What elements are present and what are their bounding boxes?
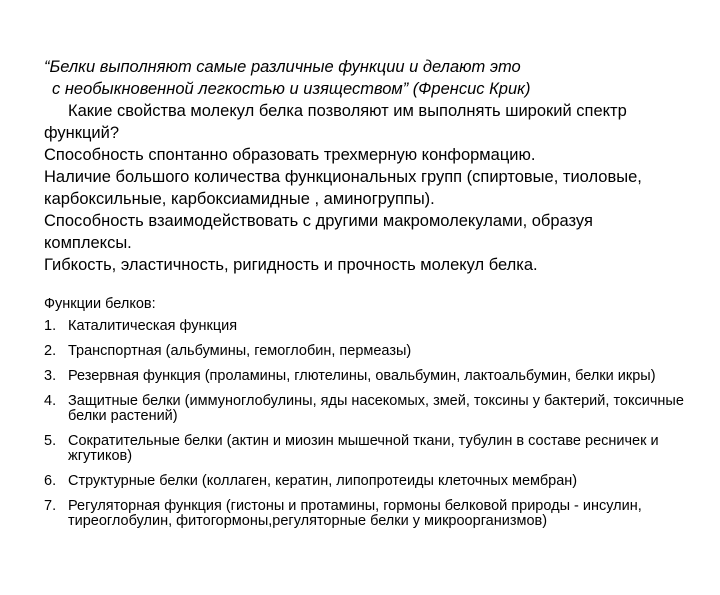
list-item-number: 3. xyxy=(44,368,57,384)
functions-title: Функции белков: xyxy=(44,296,156,312)
list-item xyxy=(44,434,716,464)
list-item-number: 1. xyxy=(44,318,57,334)
list-item-number: 5. xyxy=(44,433,57,449)
functions-list xyxy=(44,319,716,529)
list-item xyxy=(44,394,716,424)
quote-line-2: с необыкновенной легкостью и изяществом” (Френсис Крик) xyxy=(52,80,531,98)
answer-interaction: Способность взаимодействовать с другими макромолекулами, образуя комплексы. xyxy=(44,212,593,252)
answer-flexibility: Гибкость, эластичность, ригидность и прочность молекул белка. xyxy=(44,256,538,274)
list-item-text: Резервная функция (проламины, глютелины, овальбумин, лактоальбумин, белки икры) xyxy=(68,368,656,384)
list-item-text: Защитные белки (иммуноглобулины, яды насекомых, змей, токсины у бактерий, токсичные белки растений) xyxy=(68,393,684,424)
list-item xyxy=(44,344,716,359)
list-item-number: 2. xyxy=(44,343,57,359)
list-item-text: Структурные белки (коллаген, кератин, липопротеиды клеточных мембран) xyxy=(68,473,578,489)
answer-conformation: Способность спонтанно образовать трехмерную конформацию. xyxy=(44,146,536,164)
list-item-text: Сократительные белки (актин и миозин мышечной ткани, тубулин в составе ресничек и жгутиков) xyxy=(68,433,659,464)
question-text: Какие свойства молекул белка позволяют им выполнять широкий спектр функций? xyxy=(44,102,627,142)
list-item-text: Транспортная (альбумины, гемоглобин, пермеазы) xyxy=(68,343,412,359)
list-item-text: Регуляторная функция (гистоны и протамины, гормоны белковой природы - инсулин, тиреоглобулин, фитогормоны,регуляторные белки у микроорганизмов) xyxy=(68,498,642,529)
list-item xyxy=(44,499,716,529)
list-item-number: 6. xyxy=(44,473,57,489)
answer-functional-groups: Наличие большого количества функциональных групп (спиртовые, тиоловые, карбоксильные, карбоксиамидные , аминогруппы). xyxy=(44,168,642,208)
list-item xyxy=(44,369,716,384)
list-item xyxy=(44,319,716,334)
quote-line-1: “Белки выполняют самые различные функции и делают это xyxy=(44,58,521,76)
intro-block xyxy=(44,56,684,276)
list-item-number: 4. xyxy=(44,393,57,409)
list-item-text: Каталитическая функция xyxy=(68,318,238,334)
list-item xyxy=(44,474,716,489)
functions-section xyxy=(44,294,716,539)
list-item-number: 7. xyxy=(44,498,57,514)
